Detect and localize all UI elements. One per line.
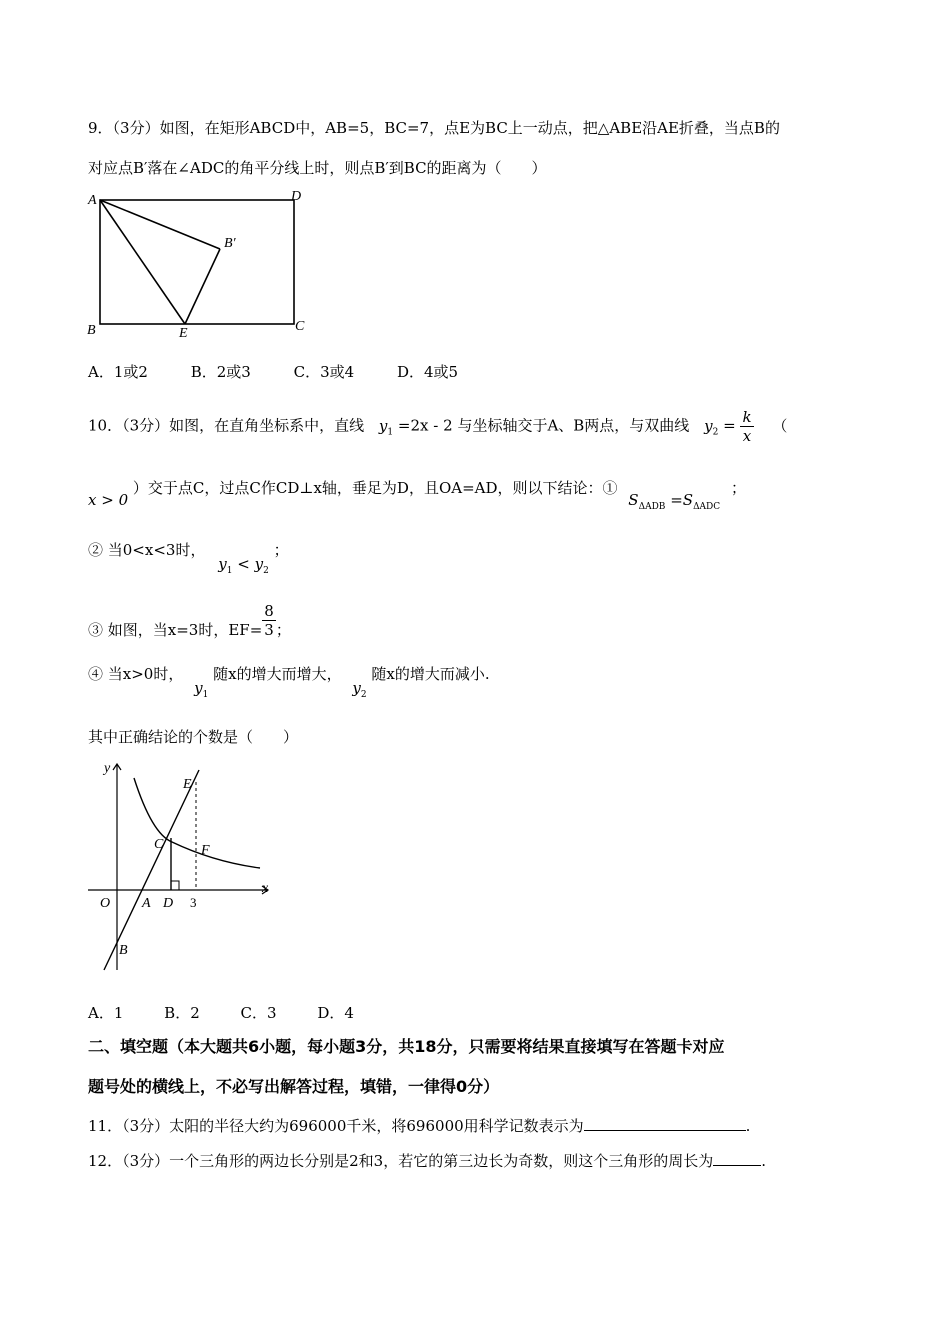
section2-heading-line1: 二、填空题（本大题共6小题，每小题3分，共18分，只需要将结果直接填写在答题卡对应 — [88, 1037, 725, 1056]
q11 — [88, 1116, 750, 1136]
c2-text: ② 当0<x<3时， — [88, 541, 206, 559]
label-b: B — [87, 323, 96, 338]
q9-rectangle-figure — [84, 186, 314, 341]
q10-k-over-x — [740, 408, 753, 445]
c3-fraction — [262, 602, 276, 639]
q12-text: 12．（3分）一个三角形的两边长分别是2和3，若它的第三边长为奇数，则这个三角形的周长为 — [88, 1152, 714, 1170]
label-o: O — [100, 896, 111, 911]
q10-conclusion-2 — [88, 540, 289, 576]
c4-text-2: 随x的增大而增大， — [213, 665, 342, 683]
q9-options — [88, 362, 496, 382]
segment-b-prime-e — [185, 249, 220, 324]
q10-question: 其中正确结论的个数是（ ） — [88, 728, 299, 746]
c4-text-3: 随x的增大而减小. — [371, 665, 490, 683]
q10-intro-mid: 与坐标轴交于A、B两点，与双曲线 — [457, 416, 690, 435]
q10-stem-text: ）交于点C，过点C作CD⊥x轴，垂足为D，且OA=AD，则以下结论：① — [132, 479, 618, 497]
label-y: y — [104, 761, 111, 776]
q10-option-c: C．3 — [240, 1004, 277, 1022]
q10-graph-figure — [84, 756, 284, 976]
c2-semicolon: ； — [273, 541, 289, 559]
label-a: A — [88, 193, 97, 208]
q10-stem-line1 — [88, 408, 787, 445]
c2-y2-sub: 2 — [263, 566, 269, 576]
section2-heading-line2: 题号处的横线上，不必写出解答过程，填错，一律得0分） — [88, 1077, 500, 1096]
label-a: A — [142, 896, 151, 911]
label-d: D — [163, 896, 174, 911]
c4-y2-letter: y — [352, 679, 361, 697]
frac-numerator: k — [742, 408, 752, 426]
label-e: E — [183, 777, 192, 792]
q10-y2-sub: 2 — [712, 427, 719, 438]
q9-option-b: B．2或3 — [190, 363, 251, 381]
q9-option-d: D．4或5 — [396, 363, 459, 381]
rectangle-abcd — [100, 200, 294, 324]
q10-conclusion-4 — [88, 664, 490, 700]
q10-intro: 10．（3分）如图，在直角坐标系中，直线 — [88, 416, 365, 435]
q10-condition: x > 0 — [88, 491, 129, 509]
label-b: B — [119, 943, 128, 958]
q10-open-paren: （ — [772, 416, 788, 435]
label-e: E — [179, 326, 188, 341]
q10-option-a: A．1 — [88, 1004, 124, 1022]
q10-y1-sub: 1 — [387, 427, 394, 438]
right-angle-mark — [171, 881, 179, 890]
c3-text: ③ 如图，当x=3时，EF= — [88, 620, 263, 639]
label-f: F — [201, 843, 210, 858]
q10-options — [88, 1003, 392, 1023]
s-adc-sub: ΔADC — [693, 502, 721, 512]
q10-line-eq: =2x - 2 — [397, 416, 453, 435]
label-d: D — [291, 189, 302, 204]
s-letter-2: S — [682, 491, 694, 509]
q11-end: . — [745, 1117, 751, 1135]
c3-semicolon: ； — [275, 620, 291, 639]
q9-stem-line2: 对应点B′落在∠ADC的角平分线上时，则点B′到BC的距离为（ ） — [88, 159, 547, 177]
q10-semicolon-1: ； — [730, 479, 746, 497]
c4-y2-sub: 2 — [360, 690, 367, 700]
frac-denominator: x — [742, 427, 752, 445]
label-c: C — [154, 837, 164, 852]
line-y1 — [104, 770, 199, 970]
q10-eq-sign: = — [723, 416, 736, 435]
q11-answer-blank[interactable] — [584, 1116, 746, 1131]
c2-y1-sub: 1 — [226, 566, 233, 576]
q9-option-c: C．3或4 — [293, 363, 355, 381]
s-eq: = — [670, 491, 683, 509]
c2-y2: y — [254, 555, 264, 573]
c4-y1-letter: y — [194, 679, 203, 697]
segment-ab-prime — [100, 200, 220, 249]
q9-option-a: A．1或2 — [88, 363, 148, 381]
s-letter: S — [628, 491, 639, 509]
q10-conclusion-3 — [88, 602, 291, 639]
q10-area-equation — [628, 491, 721, 512]
label-three: 3 — [190, 895, 197, 910]
c4-y1 — [194, 679, 209, 700]
q9-stem-line1: 9．（3分）如图，在矩形ABCD中，AB=5，BC=7，点E为BC上一动点，把△ABE沿AE折叠，当点B的 — [88, 119, 780, 137]
q10-option-d: D．4 — [317, 1004, 354, 1022]
q12-end: . — [761, 1152, 767, 1170]
q10-y1: y — [378, 416, 388, 435]
c2-y1: y — [218, 555, 227, 573]
c3-denominator: 3 — [264, 621, 274, 639]
segment-ae — [100, 200, 185, 324]
c2-inequality — [218, 555, 269, 576]
label-b-prime: B′ — [224, 236, 236, 251]
c4-text-1: ④ 当x>0时， — [88, 665, 184, 683]
c3-numerator: 8 — [264, 602, 274, 620]
q12 — [88, 1151, 766, 1171]
c4-y1-sub: 1 — [202, 690, 209, 700]
c4-y2 — [352, 679, 367, 700]
q11-text: 11．（3分）太阳的半径大约为696000千米，将696000用科学记数表示为 — [88, 1117, 584, 1135]
s-adb-sub: ΔADB — [638, 502, 666, 512]
c2-less-than: < — [237, 555, 250, 573]
q12-answer-blank[interactable] — [713, 1151, 761, 1166]
label-x: x — [262, 881, 269, 896]
q10-y2: y — [704, 416, 713, 435]
q10-option-b: B．2 — [164, 1004, 200, 1022]
label-c: C — [295, 319, 305, 334]
hyperbola-y2 — [134, 778, 260, 868]
